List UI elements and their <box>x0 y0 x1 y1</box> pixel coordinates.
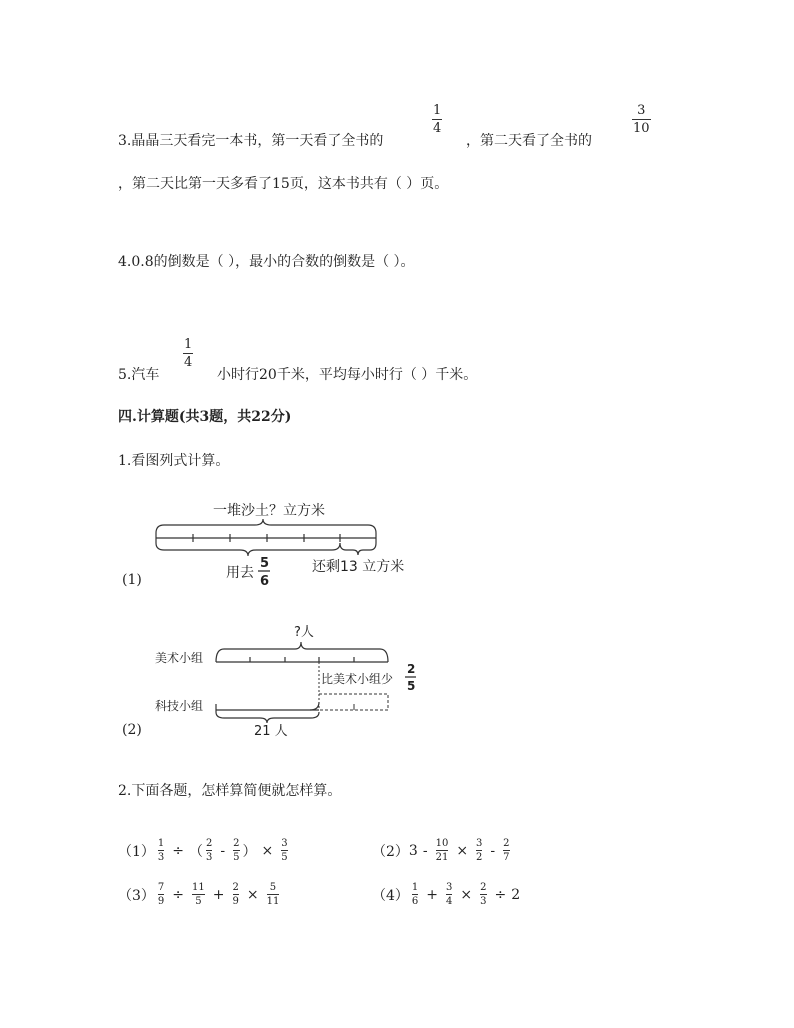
fraction-denominator: 4 <box>433 121 442 136</box>
fraction: 7 9 <box>157 882 165 907</box>
fraction-denominator: 4 <box>184 355 193 370</box>
q3-text-a: 3.晶晶三天看完一本书，第一天看了全书的 <box>118 133 384 149</box>
expression-2 <box>372 838 513 863</box>
fig2-label: (2) <box>122 722 142 738</box>
less-text: 比美术小组少 <box>321 672 394 686</box>
paren-left: （ <box>189 843 204 860</box>
expr-label: （3） <box>118 887 155 904</box>
operator: ÷ <box>172 886 185 903</box>
section-heading: 四.计算题(共3题，共22分) <box>118 409 292 425</box>
operator: + <box>212 886 225 903</box>
diagram-top-text: 一堆沙土？立方米 <box>213 503 325 519</box>
fraction: 10 21 <box>435 838 449 863</box>
remain-text: 还剩13 立方米 <box>312 559 405 575</box>
expression-1 <box>118 838 291 863</box>
q3-fraction-1 <box>432 103 442 136</box>
fraction: 3 5 <box>281 838 288 863</box>
fraction-denominator: 10 <box>633 121 650 136</box>
fraction: 5 11 <box>266 882 280 907</box>
fraction: 11 5 <box>192 882 205 907</box>
q5-text-a: 5.汽车 <box>118 367 160 383</box>
operator: ÷ <box>494 886 507 903</box>
operator: × <box>460 886 473 903</box>
fraction: 3 4 <box>446 882 453 907</box>
expression-3 <box>118 882 282 907</box>
operator: - <box>220 842 226 859</box>
operator: × <box>261 842 274 859</box>
q3-text-b: ，第二天看了全书的 <box>466 133 592 149</box>
diagram2-top-text: ?人 <box>294 625 314 640</box>
expr-label: （1） <box>118 843 155 860</box>
fraction: 1 6 <box>411 882 419 907</box>
remain-brace <box>340 543 376 555</box>
fraction: 3 2 <box>476 838 483 863</box>
expression-4 <box>372 882 520 907</box>
fraction: 2 7 <box>503 838 510 863</box>
fraction: 2 3 <box>480 882 487 907</box>
q4-text: 4.0.8的倒数是（ ），最小的合数的倒数是（ ）。 <box>118 254 415 270</box>
less-frac-den: 5 <box>407 679 416 693</box>
fraction-numerator: 1 <box>433 103 442 118</box>
operator: × <box>246 886 259 903</box>
operator: - <box>422 842 428 859</box>
fraction: 2 9 <box>232 882 239 907</box>
expr-label: （2） <box>372 843 409 860</box>
bottom-brace-2 <box>216 712 319 723</box>
tech-rise <box>310 702 319 710</box>
used-brace <box>156 543 340 556</box>
used-text: 用去 <box>226 565 254 581</box>
operator: ÷ <box>172 842 185 859</box>
expr-tail: 2 <box>511 886 521 903</box>
fraction: 1 3 <box>157 838 165 863</box>
used-frac-num: 5 <box>260 556 270 571</box>
q3-text-c: ，第二天比第一天多看了15页，这本书共有（ ）页。 <box>118 176 449 192</box>
fraction-numerator: 1 <box>184 337 193 352</box>
diagram-sand-pile <box>150 495 450 590</box>
bottom-text: 21 人 <box>254 724 288 739</box>
top-brace <box>156 519 376 533</box>
paren-right: ） <box>242 843 257 860</box>
fraction: 2 5 <box>233 838 240 863</box>
used-frac-den: 6 <box>260 574 270 589</box>
row2-label: 科技小组 <box>155 699 204 713</box>
art-ticks <box>250 657 354 662</box>
expr-lead: 3 <box>408 842 418 859</box>
diagram-groups <box>150 620 450 740</box>
operator: - <box>490 842 496 859</box>
q3-fraction-2 <box>632 103 651 136</box>
calc2-title: 2.下面各题，怎样算简便就怎样算。 <box>118 783 342 799</box>
expr-label: （4） <box>372 887 409 904</box>
fraction: 2 3 <box>206 838 213 863</box>
operator: + <box>426 886 439 903</box>
less-frac-num: 2 <box>407 662 416 676</box>
operator: × <box>456 842 469 859</box>
calc1-title: 1.看图列式计算。 <box>118 453 230 469</box>
fraction-numerator: 3 <box>637 103 646 118</box>
fig1-label: (1) <box>122 572 142 588</box>
q5-fraction <box>183 337 193 370</box>
q5-text-b: 小时行20千米，平均每小时行（ ）千米。 <box>217 367 478 383</box>
top-brace-2 <box>216 642 388 662</box>
row1-label: 美术小组 <box>155 651 204 665</box>
